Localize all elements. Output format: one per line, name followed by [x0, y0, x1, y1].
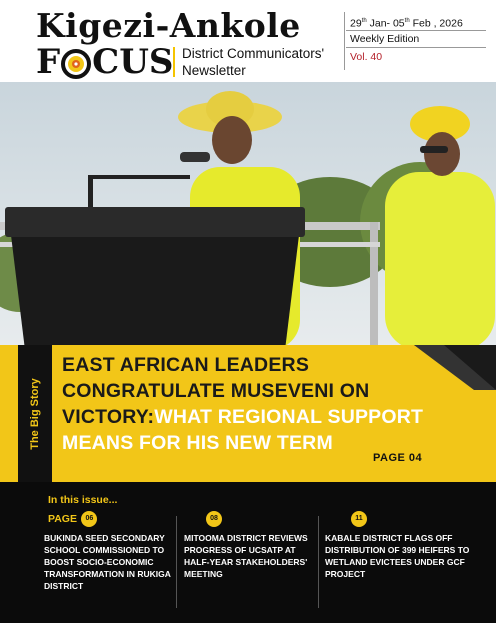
issue-date [346, 12, 486, 30]
issue-edition: Weekly Edition [346, 30, 486, 47]
in-this-issue-title: In this issue... [48, 494, 118, 506]
section-tag-text: The Big Story [29, 377, 42, 450]
section-tag [18, 345, 52, 482]
date-start-day: 29 [350, 17, 362, 30]
subtitle-line-2: Newsletter [182, 63, 246, 78]
page-number-badge: 11 [351, 511, 367, 527]
page-number-badge: 06 [81, 511, 97, 527]
masthead [0, 0, 496, 82]
date-start-suffix: th [361, 18, 367, 24]
column-divider [318, 516, 319, 608]
masthead-right-divider [344, 12, 345, 70]
masthead-divider [173, 47, 175, 77]
date-end-suffix: th [404, 18, 410, 24]
issue-volume: Vol. 40 [346, 47, 486, 65]
masthead-focus-word [36, 42, 173, 82]
issue-item-1-header [44, 510, 172, 528]
page-number-badge: 08 [206, 511, 222, 527]
headline-light: WHAT REGIONAL SUPPORT MEANS FOR HIS NEW TERM [62, 406, 424, 454]
lead-page-ref[interactable]: PAGE 04 [373, 452, 423, 464]
date-end-rest: Feb , 2026 [409, 17, 463, 30]
issue-item-1-text: BUKINDA SEED SECONDARY SCHOOL COMMISSIONED TO BOOST SOCIO-ECONOMIC TRANSFORMATION IN RUKIGA DISTRICT [44, 533, 171, 591]
issue-item-3-text: KABALE DISTRICT FLAGS OFF DISTRIBUTION OF 399 HEIFERS TO WETLAND EVICTEES UNDER GCF PROJECT [325, 533, 470, 579]
page-label: PAGE [48, 512, 77, 525]
masthead-subtitle [182, 45, 324, 79]
lead-headline[interactable] [62, 352, 462, 456]
cover-photo [0, 82, 496, 350]
focus-letter-f: F [36, 42, 61, 82]
issue-item-2[interactable] [184, 510, 312, 580]
column-divider [176, 516, 177, 608]
issue-item-2-header [184, 510, 312, 528]
focus-letters-rest: CUS [92, 42, 174, 82]
masthead-title: Kigezi-Ankole [36, 6, 301, 45]
issue-item-3[interactable] [325, 510, 471, 580]
issue-item-1[interactable] [44, 510, 172, 592]
issue-item-3-header [325, 510, 471, 528]
subtitle-line-1: District Communicators' [182, 46, 325, 61]
date-start-rest: Jan- 05 [366, 17, 405, 30]
headline-dark: EAST AFRICAN LEADERS CONGRATULATE MUSEVENI ON VICTORY: [62, 354, 370, 428]
target-icon [61, 48, 91, 78]
issue-item-2-text: MITOOMA DISTRICT REVIEWS PROGRESS OF UCSATP AT HALF-YEAR STAKEHOLDERS' MEETING [184, 533, 308, 579]
issue-info [346, 12, 486, 65]
